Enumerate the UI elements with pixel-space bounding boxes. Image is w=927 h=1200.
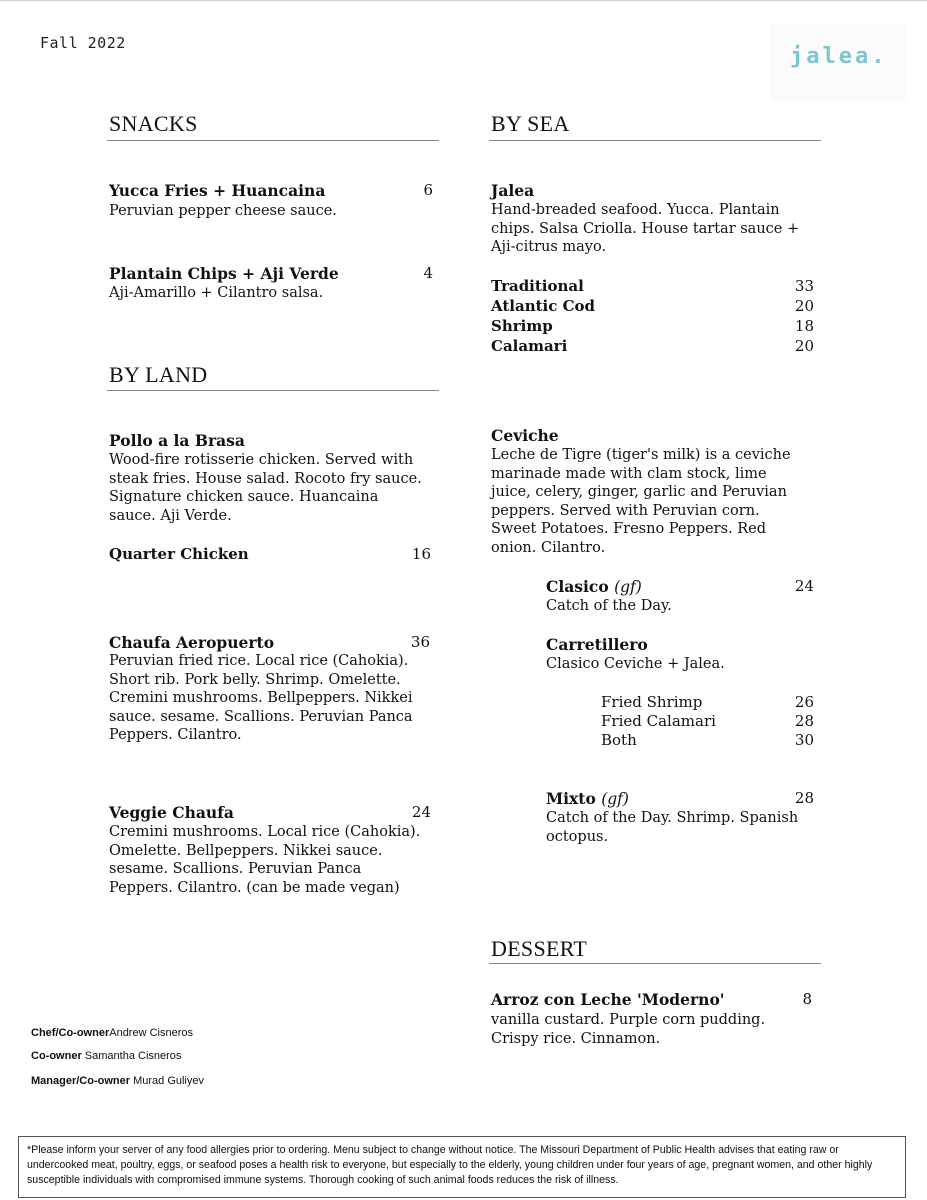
menu-item-name: Arroz con Leche 'Moderno' <box>491 990 725 1009</box>
menu-item-price: 36 <box>410 633 430 651</box>
menu-item-description: vanilla custard. Purple corn pudding. Crispy rice. Cinnamon. <box>491 1012 766 1047</box>
menu-option-name: Quarter Chicken <box>109 545 249 563</box>
menu-item-name: Clasico (gf) <box>546 577 642 596</box>
menu-option-price: 33 <box>794 277 814 295</box>
menu-option-price: 28 <box>794 712 814 730</box>
menu-item-name: Plantain Chips + Aji Verde <box>109 264 339 283</box>
gluten-free-tag: (gf) <box>601 790 629 808</box>
by-land-divider <box>107 390 439 391</box>
menu-item-name: Pollo a la Brasa <box>109 431 245 450</box>
menu-option-price: 30 <box>794 731 814 749</box>
staff-credit: Manager/Co-owner Murad Guliyev <box>31 1075 204 1087</box>
menu-option-name: Traditional <box>491 277 584 295</box>
menu-item-description: Catch of the Day. <box>546 598 672 614</box>
menu-option-price: 18 <box>794 317 814 335</box>
menu-item-description: Leche de Tigre (tiger's milk) is a ceviche marinade made with clam stock, lime juice, celery, ginger, garlic and Peruvian peppers. Served with Peruvian corn. Sweet Potatoes. Fresno Peppers. Red onion. Cilantro. <box>491 447 791 556</box>
menu-item-name: Chaufa Aeropuerto <box>109 633 275 652</box>
gluten-free-tag: (gf) <box>614 578 642 596</box>
by-sea-divider <box>489 140 821 141</box>
section-title-by-sea: BY SEA <box>491 111 570 136</box>
menu-item-price: 8 <box>802 990 812 1008</box>
menu-item-description: Peruvian pepper cheese sauce. <box>109 203 337 219</box>
menu-item-name: Yucca Fries + Huancaina <box>109 181 326 200</box>
menu-option-name: Fried Shrimp <box>601 693 703 711</box>
menu-item-price: 24 <box>411 803 431 821</box>
dessert-divider <box>489 963 821 964</box>
menu-item-price: 6 <box>423 181 433 199</box>
menu-item-name: Mixto (gf) <box>546 789 629 808</box>
menu-option-price: 20 <box>794 297 814 315</box>
section-title-by-land: BY LAND <box>109 362 208 387</box>
menu-option-name: Fried Calamari <box>601 712 716 730</box>
menu-item-price: 24 <box>794 577 814 595</box>
menu-option-name: Both <box>601 731 637 749</box>
menu-option-name: Calamari <box>491 337 568 355</box>
menu-option-name: Shrimp <box>491 317 553 335</box>
menu-item-description: Cremini mushrooms. Local rice (Cahokia). Omelette. Bellpeppers. Nikkei sauce. sesame. Scallions. Peruvian Panca Peppers. Cilantro. (can be made vegan) <box>109 824 421 896</box>
menu-option-name: Atlantic Cod <box>491 297 596 315</box>
menu-item-description: Catch of the Day. Shrimp. Spanish octopus. <box>546 810 799 845</box>
menu-item-name: Carretillero <box>546 635 648 654</box>
menu-option-price: 20 <box>794 337 814 355</box>
menu-item-name: Veggie Chaufa <box>109 803 234 822</box>
snacks-divider <box>107 140 439 141</box>
menu-option-price: 16 <box>411 545 431 563</box>
menu-item-description: Peruvian fried rice. Local rice (Cahokia). Short rib. Pork belly. Shrimp. Omelette. Cremini mushrooms. Bellpeppers. Nikkei sauce. sesame. Scallions. Peruvian Panca Peppers. Cilantro. <box>109 653 413 743</box>
menu-item-price: 28 <box>794 789 814 807</box>
menu-item-name: Ceviche <box>491 426 559 445</box>
allergy-notice: *Please inform your server of any food allergies prior to ordering. Menu subject to change without notice. The Missouri Department of Public Health advises that eating raw or undercooked meat, poultry, eggs, or seafood poses a health risk to everyone, but especially to the elderly, young children under four years of age, pregnant women, and other highly susceptible individuals with compromised immune systems. Thorough cooking of such animal foods reduces the risk of illness. <box>18 1136 906 1198</box>
menu-item-name: Jalea <box>491 181 535 200</box>
menu-option-price: 26 <box>794 693 814 711</box>
staff-credit: Co-owner Samantha Cisneros <box>31 1050 182 1062</box>
restaurant-logo: jalea. <box>790 44 888 69</box>
section-title-snacks: SNACKS <box>109 111 198 136</box>
staff-credit: Chef/Co-ownerAndrew Cisneros <box>31 1027 193 1039</box>
menu-item-description: Wood-fire rotisserie chicken. Served with steak fries. House salad. Rocoto fry sauce. Signature chicken sauce. Huancaina sauce. Aji Verde. <box>109 452 422 524</box>
section-title-dessert: DESSERT <box>491 936 588 961</box>
menu-item-description: Clasico Ceviche + Jalea. <box>546 656 725 672</box>
top-border <box>0 0 927 1</box>
menu-item-description: Aji-Amarillo + Cilantro salsa. <box>109 285 324 301</box>
menu-item-price: 4 <box>423 264 433 282</box>
menu-item-description: Hand-breaded seafood. Yucca. Plantain chips. Salsa Criolla. House tartar sauce + Aji-citrus mayo. <box>491 202 800 255</box>
season-label: Fall 2022 <box>40 34 126 52</box>
